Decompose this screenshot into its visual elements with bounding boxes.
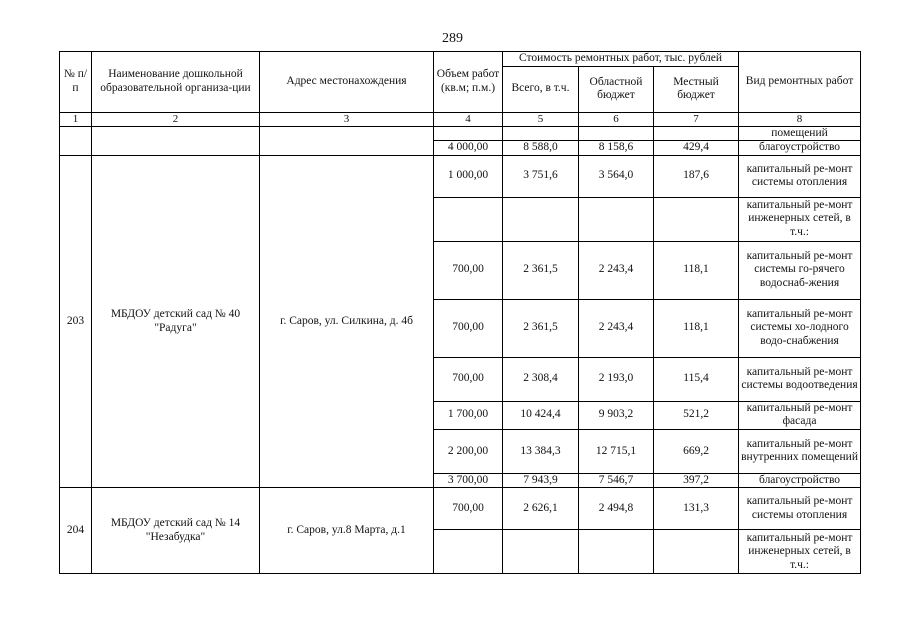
local-cell: 669,2: [654, 429, 739, 473]
volume-cell: [434, 197, 503, 241]
org-number: 203: [60, 155, 92, 488]
regional-cell: 12 715,1: [579, 429, 654, 473]
volume-cell: 4 000,00: [434, 141, 503, 156]
local-cell: [654, 197, 739, 241]
total-cell: 8 588,0: [503, 141, 579, 156]
total-cell: [503, 530, 579, 574]
header-row-1: [60, 52, 861, 67]
header-total: Всего, в т.ч.: [503, 66, 579, 112]
local-cell: 131,3: [654, 488, 739, 530]
table-row: [60, 155, 861, 197]
volume-cell: 1 000,00: [434, 155, 503, 197]
volume-cell: 700,00: [434, 357, 503, 401]
regional-cell: 9 903,2: [579, 401, 654, 429]
kind-cell: капитальный ре-монт системы отопления: [739, 488, 861, 530]
total-cell: 2 361,5: [503, 241, 579, 299]
org-address: г. Саров, ул. Силкина, д. 4б: [260, 155, 434, 488]
cont-address-cell: [260, 126, 434, 155]
total-cell: 3 751,6: [503, 155, 579, 197]
kind-cell: капитальный ре-монт системы го-рячего водоснаб-жения: [739, 241, 861, 299]
col-number: 2: [92, 112, 260, 126]
col-number: 4: [434, 112, 503, 126]
local-cell: 118,1: [654, 241, 739, 299]
regional-cell: [579, 126, 654, 141]
regional-cell: 2 193,0: [579, 357, 654, 401]
regional-cell: [579, 530, 654, 574]
volume-cell: 700,00: [434, 241, 503, 299]
local-cell: 115,4: [654, 357, 739, 401]
org-address: г. Саров, ул.8 Марта, д.1: [260, 488, 434, 574]
total-cell: 7 943,9: [503, 473, 579, 488]
header-volume: Объем работ (кв.м; п.м.): [434, 52, 503, 113]
kind-cell: помещений: [739, 126, 861, 141]
header-regional: Областной бюджет: [579, 66, 654, 112]
kind-cell: капитальный ре-монт инженерных сетей, в т.ч.:: [739, 530, 861, 574]
volume-cell: 700,00: [434, 299, 503, 357]
local-cell: 118,1: [654, 299, 739, 357]
total-cell: 2 626,1: [503, 488, 579, 530]
total-cell: 13 384,3: [503, 429, 579, 473]
kind-cell: благоустройство: [739, 141, 861, 156]
table-row: [60, 126, 861, 141]
total-cell: 2 308,4: [503, 357, 579, 401]
col-number: 6: [579, 112, 654, 126]
header-local: Местный бюджет: [654, 66, 739, 112]
cont-num-cell: [60, 126, 92, 155]
kind-cell: благоустройство: [739, 473, 861, 488]
kind-cell: капитальный ре-монт инженерных сетей, в т.ч.:: [739, 197, 861, 241]
volume-cell: 1 700,00: [434, 401, 503, 429]
org-number: 204: [60, 488, 92, 574]
regional-cell: 2 243,4: [579, 299, 654, 357]
volume-cell: 3 700,00: [434, 473, 503, 488]
org-name: МБДОУ детский сад № 14 "Незабудка": [92, 488, 260, 574]
volume-cell: 2 200,00: [434, 429, 503, 473]
header-address: Адрес местонахождения: [260, 52, 434, 113]
header-num: № п/п: [60, 52, 92, 113]
col-number: 1: [60, 112, 92, 126]
local-cell: [654, 530, 739, 574]
regional-cell: 2 494,8: [579, 488, 654, 530]
kind-cell: капитальный ре-монт системы водоотведения: [739, 357, 861, 401]
local-cell: 429,4: [654, 141, 739, 156]
org-name: МБДОУ детский сад № 40 "Радуга": [92, 155, 260, 488]
volume-cell: [434, 126, 503, 141]
header-name: Наименование дошкольной образовательной организа-ции: [92, 52, 260, 113]
regional-cell: 8 158,6: [579, 141, 654, 156]
column-numbers-row: [60, 112, 861, 126]
local-cell: 397,2: [654, 473, 739, 488]
kind-cell: капитальный ре-монт системы отопления: [739, 155, 861, 197]
kind-cell: капитальный ре-монт внутренних помещений: [739, 429, 861, 473]
local-cell: 187,6: [654, 155, 739, 197]
kind-cell: капитальный ре-монт системы хо-лодного водо-снабжения: [739, 299, 861, 357]
total-cell: 2 361,5: [503, 299, 579, 357]
volume-cell: 700,00: [434, 488, 503, 530]
local-cell: [654, 126, 739, 141]
kind-cell: капитальный ре-монт фасада: [739, 401, 861, 429]
total-cell: [503, 126, 579, 141]
table-row: [60, 488, 861, 530]
total-cell: [503, 197, 579, 241]
page-number: 289: [442, 31, 463, 46]
local-cell: 521,2: [654, 401, 739, 429]
header-kind: Вид ремонтных работ: [739, 52, 861, 113]
col-number: 3: [260, 112, 434, 126]
header-cost-group: Стоимость ремонтных работ, тыс. рублей: [503, 52, 739, 67]
total-cell: 10 424,4: [503, 401, 579, 429]
volume-cell: [434, 530, 503, 574]
col-number: 5: [503, 112, 579, 126]
regional-cell: [579, 197, 654, 241]
repair-works-table: [59, 51, 861, 574]
col-number: 8: [739, 112, 861, 126]
regional-cell: 3 564,0: [579, 155, 654, 197]
col-number: 7: [654, 112, 739, 126]
regional-cell: 2 243,4: [579, 241, 654, 299]
regional-cell: 7 546,7: [579, 473, 654, 488]
cont-name-cell: [92, 126, 260, 155]
